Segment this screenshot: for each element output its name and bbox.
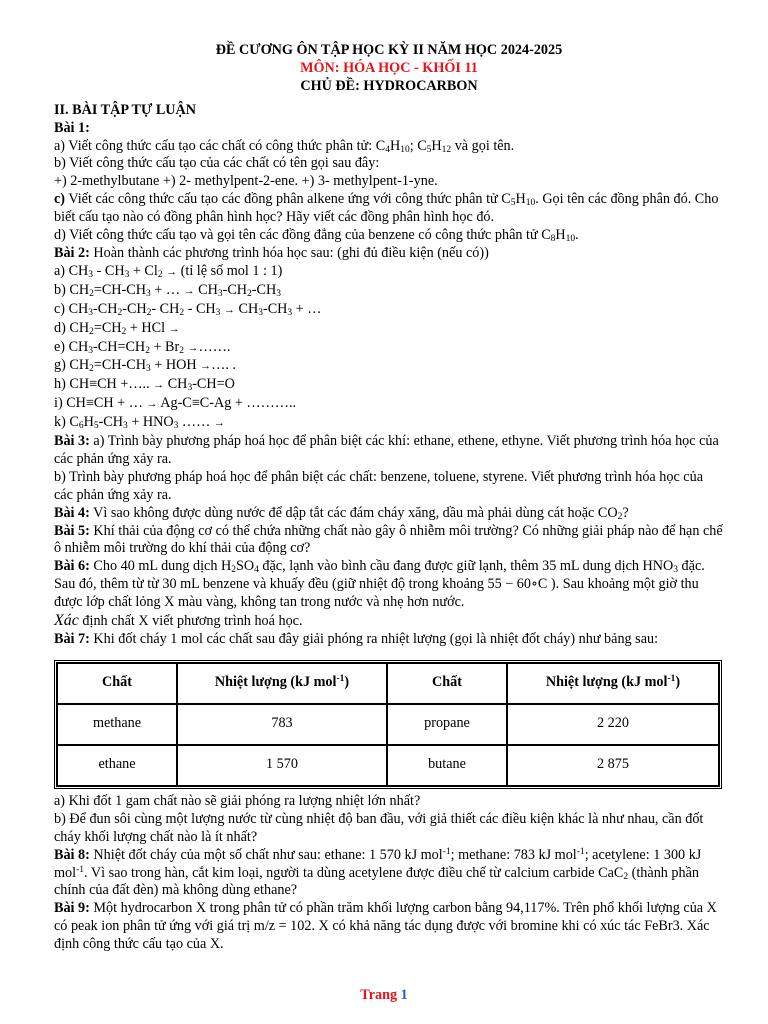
bai2-eq-i: i) CH≡CH + … → Ag-C≡C-Ag + ……….. <box>54 395 297 412</box>
bai2-eq-c: c) $CH_3-CH_2-CH_2-$ $CH_2 - CH_3 \to CH_3-CH_3$ + … <box>54 300 322 318</box>
bai5: Bài 5: Khí thải của động cơ có thể chứa những chất nào gây ô nhiễm môi trường? Có những giải pháp nào để hạn chế ô nhiễm môi trường do khí thải của động cơ? <box>54 522 723 557</box>
bai1-a: a) Viết công thức cấu tạo các chất có công thức phân tử: $C_4H_{10}$; $C_5H_{12}$ và gọi tên. <box>54 137 515 155</box>
table-row <box>57 704 719 745</box>
bai1-b-list: +) 2-methylbutane +) 2- methylpent-2-ene. +) 3- methylpent-1-yne. <box>54 173 438 190</box>
doc-subject: MÔN: HÓA HỌC - KHỐI 11 <box>300 59 478 76</box>
bai2-intro: Bài 2: Hoàn thành các phương trình hóa học sau: (ghi đủ điều kiện (nếu có)) <box>54 244 489 261</box>
bai3-a: Bài 3: a) Trình bày phương pháp hoá học để phân biệt các khí: ethane, ethene, ethyne. Viết phương trình hóa học của các phản ứng xảy ra. <box>54 433 719 467</box>
bai2-eq-e: e) $CH_3-CH=CH_2 + Br_2$ →……. <box>54 338 231 356</box>
table-header-cell: Chất <box>57 663 177 704</box>
bai4: Bài 4: Vì sao không được dùng nước để dập tắt các đám cháy xăng, dầu mà phải dùng cát hoặc $CO_2$? <box>54 504 629 522</box>
bai2-eq-d: d) $CH_2=CH_2$ + HCl → <box>54 319 180 337</box>
table-cell: methane <box>57 704 177 745</box>
table-row <box>57 745 719 786</box>
bai2-eq-b: b) $CH_2=CH-CH_3$ + … → $CH_3-CH_2-CH_3$ <box>54 281 281 299</box>
table-header-cell: Nhiệt lượng (kJ mol$^{-1}$) <box>507 663 719 704</box>
bai2-eq-h: h) CH≡CH +….. → $CH_3-CH=O$ <box>54 376 235 394</box>
document-page <box>54 42 724 954</box>
heat-table <box>54 660 722 789</box>
bai2-eq-a: a) $CH_3 - CH_3 + Cl_2$ → (tỉ lệ số mol 1 : 1) <box>54 262 283 280</box>
table-cell: 2 875 <box>507 745 719 786</box>
table-cell: ethane <box>57 745 177 786</box>
bai7-b: b) Để đun sôi cùng một lượng nước từ cùng nhiệt độ ban đầu, với giả thiết các điều kiện khác là như nhau, cần đốt cháy khối lượng chất nào là ít nhất? <box>54 810 704 845</box>
table-cell: 1 570 <box>177 745 387 786</box>
footer-label: Trang <box>360 987 398 1003</box>
doc-topic: CHỦ ĐỀ: HYDROCARBON <box>300 77 478 94</box>
bai7-a: a) Khi đốt 1 gam chất nào sẽ giải phóng ra lượng nhiệt lớn nhất? <box>54 792 421 809</box>
page-footer <box>0 987 768 1004</box>
bai1-c: c) Viết các công thức cấu tạo các đồng phân alkene ứng với công thức phân tử $C_5H_{10}$. Gọi tên các đồng phân đó. Cho biết cấu tạo nào có đồng phân hình học? Hãy viết các đồng phân hình học đó. <box>54 191 719 226</box>
doc-title: ĐỀ CƯƠNG ÔN TẬP HỌC KỲ II NĂM HỌC 2024-2025 <box>215 42 563 58</box>
bai1-d: d) Viết công thức cấu tạo và gọi tên các đồng đẳng của benzene có công thức phân tử $C_8H_{10}$. <box>54 227 579 245</box>
table-cell: 2 220 <box>507 704 719 745</box>
table-cell: butane <box>387 745 507 786</box>
bai9: Bài 9: Một hydrocarbon X trong phân tử có phần trăm khối lượng carbon bằng 94,117%. Trên phổ khối lượng của X có peak ion phân tử ứng với giá trị m/z = 102. X có khả năng tác dụng được với bromine khi có xúc tác FeBr3. Xác định công thức cấu tạo của X. <box>54 900 717 953</box>
bai2-eq-g: g) $CH_2=CH-CH_3$ + HOH →…. . <box>54 357 236 375</box>
table-header-cell: Nhiệt lượng (kJ mol$^{-1}$) <box>177 663 387 704</box>
table-header-row <box>57 663 719 704</box>
bai6: Bài 6: Cho 40 mL dung dịch $H_2SO_4$ đặc, lạnh vào bình cầu đang được giữ lạnh, thêm 35 mL dung dịch $HNO_3$ đặc. Sau đó, thêm từ từ 30 mL benzene và khuấy đều (giữ nhiệt độ trong khoảng 55 − 60∘C ). Sau khoảng một giờ thu được lớp chất lỏng X màu vàng, không tan trong nước và nhẹ hơn nước. <box>54 558 705 611</box>
section-title: II. BÀI TẬP TỰ LUẬN <box>54 101 197 118</box>
page-number: 1 <box>400 987 408 1003</box>
table-cell: propane <box>387 704 507 745</box>
bai6-end: Xác định chất X viết phương trình hoá học. <box>54 612 303 630</box>
bai3-b: b) Trình bày phương pháp hoá học để phân biệt các chất: benzene, toluene, styrene. Viết phương trình hóa học của các phản ứng xảy ra. <box>54 468 704 503</box>
bai1-label: Bài 1: <box>54 119 90 136</box>
table-cell: 783 <box>177 704 387 745</box>
table-header-cell: Chất <box>387 663 507 704</box>
bai7: Bài 7: Khi đốt cháy 1 mol các chất sau đây giải phóng ra nhiệt lượng (gọi là nhiệt đốt cháy) như bảng sau: <box>54 631 659 647</box>
bai2-eq-k: k) $C_6H_5-CH_3 + HNO_3$ …… → <box>54 414 225 432</box>
bai1-b: b) Viết công thức cấu tạo của các chất có tên gọi sau đây: <box>54 155 380 172</box>
bai8: Bài 8: Nhiệt đốt cháy của một số chất như sau: ethane: 1 570 kJ mol$^{-1}$; methane: 783 kJ mol$^{-1}$; acetylene: 1 300 kJ mol$^{-1}$. Vì sao trong hàn, cắt kim loại, người ta dùng acetylene được điều chế từ calcium carbide CaC$_2$ (thành phần chính của đất đèn) mà không dùng ethane? <box>54 846 702 899</box>
